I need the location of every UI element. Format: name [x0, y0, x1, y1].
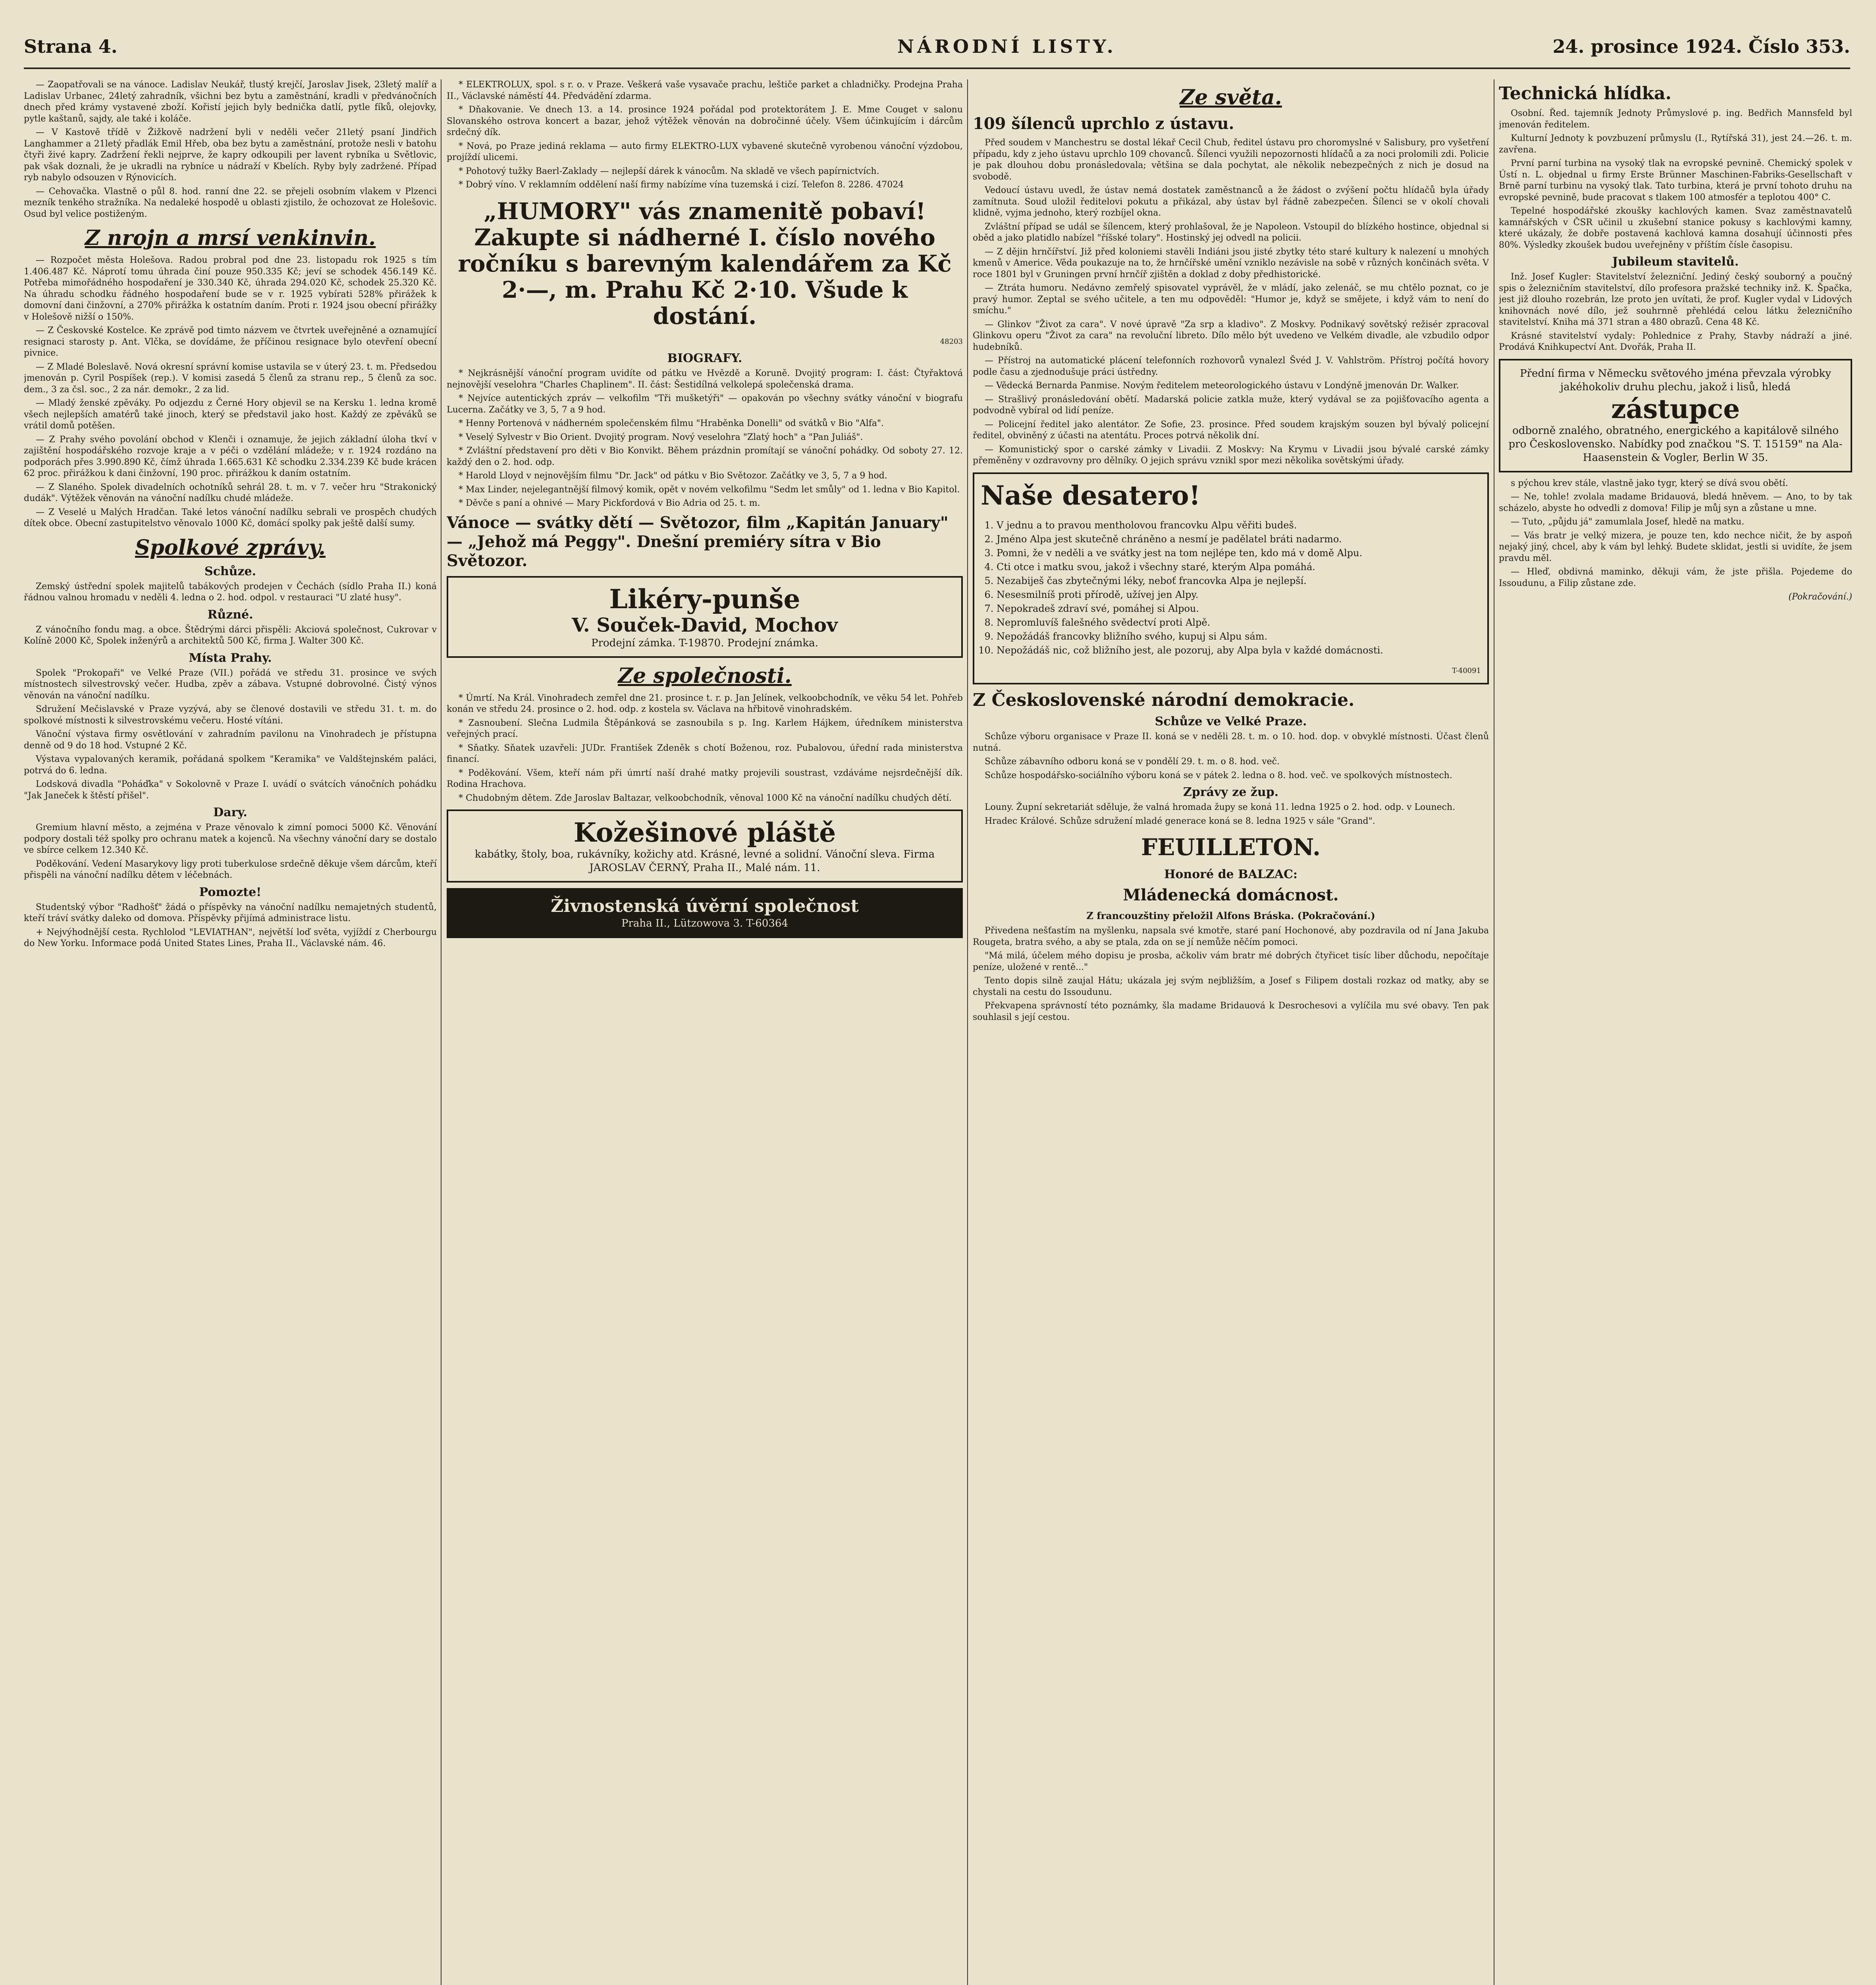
ad-list-item: 9. Nepožádáš francovky bližního svého, kupuj si Alpu sám.: [997, 630, 1481, 643]
ad-list: [981, 519, 1481, 657]
article: Vánoční výstava firmy osvětlování v zahradním pavilonu na Vinohradech je přístupna denně od 9 do 18 hod. Vstupné 2 Kč.: [24, 729, 437, 751]
article: * Harold Lloyd v nejnovějším filmu "Dr. Jack" od pátku v Bio Světozor. Začátky ve 3, 5, 7 a 9 hod.: [459, 471, 887, 481]
article: — Z dějin hrnčířství. Již před koloniemi stavěli Indiáni jsou jisté zbytky této staré kultury k nalezení u mnohých kmenů v Americe. Věda poukazuje na to, že hrnčířské umění vzniklo nezávisle na sobě v různých končinách světa. V roce 1801 byl v Gruningen první hrnčíř zjištěn a doklad z doby předhistorické.: [973, 247, 1489, 279]
translator: Z francouzštiny přeložil Alfons Bráska. (Pokračování.): [1086, 910, 1375, 921]
article: — Zaopatřovali se na vánoce. Ladislav Neukář, tlustý krejčí, Jaroslav Jisek, 23letý malíř a Ladislav Urbanec, 24letý zahradník, všichni bez bytu a zaměstnání, kradli v předvánočních dnech před krámy vystavené zboží. Kořistí jejich byly bednička datlí, pytle fíků, olejovky, pytle kaštanů, sajdy, ale také i koláče.: [24, 80, 437, 124]
article: — Tuto, „půjdu já" zamumlala Josef, hledě na matku.: [1511, 517, 1745, 527]
article: — Vás bratr je velký mizera, je pouze ten, kdo nechce ničit, že by aspoň nejaký jiný, chcel, aby k vám byl lehký. Budete sklidat, jestli si uvidíte, že jsem pravdu měl.: [1499, 530, 1852, 563]
section-heading: Z Československé národní demokracie.: [973, 690, 1355, 710]
article: Schůze hospodářsko-sociálního výboru koná se v pátek 2. ledna o 8. hod. več. ve spolkových místnostech.: [985, 770, 1452, 781]
ad-code: 48203: [940, 337, 963, 346]
article: Krásné stavitelství vydaly: Pohlednice z Prahy, Stavby nádraží a jiné. Prodává Knihkupectví Ant. Dvořák, Praha II.: [1499, 331, 1852, 352]
ad-title: Likéry-punše: [609, 583, 800, 615]
subheading: Jubileum stavitelů.: [1612, 255, 1739, 269]
subheading: Schůze.: [204, 564, 256, 578]
continuation-note: (Pokračování.): [1788, 592, 1852, 602]
article: — V Kastově třídě v Žižkově nadržení byli v neděli večer 21letý psaní Jindřich Langhammer a 21letý přadlák Emil Hřeb, oba bez bytu a zaměstnání, protože nesli v batohu čtyři živé kapry. Zadržení řekli nejprve, že kapry odkoupili per lavent rybníka u Světlovic, pak však doznali, že je ukradli na rybníce u nádraží v Kbelích. Ryby byly zadržené. Případ ryb nabylo odsouzen v Rýnovicích.: [24, 127, 437, 183]
subheading: Zprávy ze žup.: [1183, 785, 1279, 799]
likery-advertisement: [447, 576, 963, 658]
ad-code: T-40091: [1452, 666, 1481, 675]
article: — Policejní ředitel jako alentátor. Ze Sofie, 23. prosince. Před soudem krajským souzen byl bývalý policejní ředitel, obviněný z účasti na atentátu. Proces potrvá několik dní.: [973, 419, 1489, 441]
article: Hradec Králové. Schůze sdružení mladé generace koná se 8. ledna 1925 v sále "Grand".: [985, 816, 1375, 826]
article: * Poděkování. Všem, kteří nám při úmrtí naší drahé matky projevili soustrast, vzdáváme nejsrdečnější dík. Rodina Hrachova.: [447, 768, 963, 789]
article: * Nejkrásnější vánoční program uvidíte od pátku ve Hvězdě a Koruně. Dvojitý program: I. část: Čtyřaktová nejnovější veselohra "Charles Chaplinem". II. část: Šestidílná velkolepá společenská drama.: [447, 368, 963, 390]
article: Tento dopis silně zaujal Hátu; ukázala jej svým nejbližším, a Josef s Filipem dostali rozkaz od matky, aby se chystali na cestu do Issoudunu.: [973, 976, 1489, 997]
subheading: Místa Prahy.: [189, 651, 272, 665]
article: První parní turbina na vysoký tlak na evropské pevnině. Chemický spolek v Ústí n. L. objednal u firmy Erste Brünner Maschinen-Fabriks-Gesellschaft v Brně parní turbinu na vysoký tlak. Tato turbina, která je první tohoto druhu na evropské pevnině, bude pracovat s tlakem 100 atmosfér a teplotou 400° C.: [1499, 158, 1852, 202]
article-headline: 109 šílenců uprchlo z ústavu.: [973, 114, 1234, 133]
ad-text: Prodejní zámka. T-19870. Prodejní známka.: [591, 637, 818, 649]
article: Schůze zábavního odboru koná se v pondělí 29. t. m. o 8. hod. več.: [985, 757, 1280, 767]
article: Lodsková divadla "Poháďka" v Sokolovně v Praze I. uvádí o svátcích vánočních pohádku "Jak Janeček k štěstí přišel".: [24, 779, 437, 801]
article: — Z Veselé u Malých Hradčan. Také letos vánoční nadílku sebrali ve prospěch chudých dítek obce. Obecní zastupitelstvo věnovalo 1000 Kč, domácí spolky pak ještě další sumy.: [24, 507, 437, 528]
article: — Mladý ženské zpěváky. Po odjezdu z Černé Hory objevil se na Kersku 1. ledna kromě všech nejlepších amatérů také jinoch, který se představil jako host. Každý ze zpěváků se vrátil domů potěšen.: [24, 398, 437, 431]
article: Schůze výboru organisace v Praze II. koná se v neděli 28. t. m. o 10. hod. dop. v obvyklé místnosti. Účast členů nutná.: [973, 732, 1489, 753]
masthead-rule: [24, 67, 1850, 69]
ad-list-item: 6. Nesesmilníš proti přírodě, užívej jen Alpy.: [997, 589, 1481, 601]
furs-advertisement: [447, 809, 963, 883]
section-heading: BIOGRAFY.: [667, 351, 742, 365]
ad-text: Přední firma v Německu světového jména převzala výrobky jakéhokoliv druhu plechu, jakož i lisů, hledá: [1520, 367, 1831, 393]
article: Tepelné hospodářské zkoušky kachlových kamen. Svaz zaměstnavatelů kamnářských v ČSR učinil u zkušební stanice pokusy s kachlovými kamny, které ukázaly, že dobře postavená kachlová kamna dosahují účinnosti přes 80%. Výsledky zkoušek budou uveřejněny v příštím čísle časopisu.: [1499, 206, 1852, 250]
article: * Nová, po Praze jediná reklama — auto firmy ELEKTRO-LUX vybavené skutečně vyrobenou vánoční výzdobou, projíždí ulicemi.: [447, 141, 963, 162]
feuilleton-heading: FEUILLETON.: [1141, 834, 1321, 861]
article: Gremium hlavní město, a zejména v Praze věnovalo k zimní pomoci 5000 Kč. Věnování podpory dostali též spolky pro ochranu matek a kojenců. Na všechny vánoční dary se dostalo ve sbírce celkem 12.340 Kč.: [24, 823, 437, 855]
masthead: [24, 36, 1850, 64]
ad-list-item: 1. V jednu a to pravou mentholovou francovku Alpu věřiti budeš.: [997, 519, 1481, 532]
article: Studentský výbor "Radhošť" žádá o příspěvky na vánoční nadílku nemajetných studentů, kteří tráví svátky daleko od domova. Příspěvky přijímá administrace listu.: [24, 902, 437, 923]
author: Honoré de BALZAC:: [1164, 867, 1298, 881]
article: * Pohotový tužky Baerl-Zaklady — nejlepší dárek k vánocům. Na skladě ve všech papírnictvích.: [459, 166, 879, 176]
subheading: Schůze ve Velké Praze.: [1155, 715, 1307, 728]
ad-text: odborně znalého, obratného, energického a kapitálově silného pro Československo. Nabídky pod značkou "S. T. 15159" na Ala-Haasenstein & Vogler, Berlin W 35.: [1508, 424, 1843, 464]
column-4: [1499, 79, 1852, 1985]
column-1: [24, 79, 437, 1985]
section-heading: Ze společnosti.: [618, 663, 792, 688]
article: Výstava vypalovaných keramik, pořádaná spolkem "Keramika" ve Valdštejnském paláci, potrvá do 6. ledna.: [24, 754, 437, 776]
article: Přivedena nešťastím na myšlenku, napsala své kmotře, staré paní Hochonové, aby pozdravila od ní Jana Jakuba Rougeta, bratra svého, a aby se ptala, zda on se jí nemůže něčím pomoci.: [973, 926, 1489, 947]
section-heading: Ze světa.: [1180, 85, 1282, 110]
article: — Z Prahy svého povolání obchod v Klenči i oznamuje, že jejich základní úloha tkví v zajištění hospodářského rozvoje kraje a v péči o vzdělání mládeže; v r. 1924 rozdáno na podporách přes 3.990.890 Kč, čímž úhrada 1.665.631 Kč schodku 2.334.239 Kč bude krácen 62 proc. přirážkou k dani činžovní, 190 proc. přirážkou k daním ostatním.: [24, 434, 437, 478]
article: + Nejvýhodnější cesta. Rychlolod "LEVIATHAN", největší loď světa, vyjíždí z Cherbourgu do New Yorku. Informace podá United States Lines, Praha II., Václavské nám. 46.: [24, 927, 437, 948]
article: Z vánočního fondu mag. a obce. Štědrými dárci přispěli: Akciová společnost, Cukrovar v Kolíně 2000 Kč, Spolek inženýrů a architektů 500 Kč, firma J. Walter 300 Kč.: [24, 624, 437, 646]
feuilleton-title: Mládenecká domácnost.: [1123, 886, 1339, 904]
article: — Vědecká Bernarda Panmise. Novým ředitelem meteorologického ústavu v Londýně jmenován Dr. Walker.: [985, 381, 1459, 391]
article: s pýchou krev stále, vlastně jako tygr, který se dívá svou obětí.: [1511, 478, 1788, 488]
article: — Z Českovské Kostelce. Ke zprávě pod timto názvem ve čtvrtek uveřejněné a oznamující resignaci starosty p. Ant. Vlčka, se dovídáme, že příčinou resignace bylo otevření obecní pivnice.: [24, 326, 437, 358]
article: * Dobrý víno. V reklamním oddělení naší firmy nabízíme vína tuzemská i cizí. Telefon 8. 2286. 47024: [459, 180, 904, 190]
article: * Henny Portenová v nádherném společenském filmu "Hraběnka Donelli" od svátků v Bio "Alfa".: [459, 418, 884, 428]
article: * Veselý Sylvestr v Bio Orient. Dvojitý program. Nový veselohra "Zlatý hoch" a "Pan Juliáš".: [459, 432, 863, 442]
article: Překvapena správností této poznámky, šla madame Bridauová k Desrochesovi a vylíčila mu své obavy. Ten pak souhlasil s její cestou.: [973, 1001, 1489, 1022]
article: * Nejvíce autentických zpráv — velkofilm "Tři mušketýři" — opakován po všechny svátky vánoční v biografu Lucerna. Začátky ve 3, 5, 7 a 9 hod.: [447, 393, 963, 415]
section-heading: Z nrojn a mrsí venkinvin.: [85, 226, 376, 250]
column-divider: [441, 79, 442, 1985]
bank-advertisement: [447, 888, 963, 938]
humory-advertisement: „HUMORY" vás znamenitě pobaví! Zakupte si nádherné I. číslo nového ročníku s barevným kalendářem za Kč 2·—, m. Prahu Kč 2·10. Všude k dostání.: [458, 197, 952, 330]
ad-title: Naše desatero!: [981, 480, 1201, 511]
article: Sdružení Mečislavské v Praze vyzývá, aby se členové dostavili ve středu 31. t. m. do spolkové místnosti k silvestrovskému večeru. Hosté vítáni.: [24, 704, 437, 726]
column-3: [973, 79, 1489, 1985]
article: — Komunistický spor o carské zámky v Livadii. Z Moskvy: Na Krymu v Livadii jsou bývalé carské zámky přeměněny v ozdravovny pro dělníky. O jejich správu vznikl spor mezi několika sovětskými úřady.: [973, 444, 1489, 466]
article: Zvláštní případ se udál se šílencem, který prohlašoval, že je Napoleon. Vstoupil do blízkého hostince, objednal si oběd a jako platidlo nabízel "říšské tolary". Hostinský jej odvedl na policii.: [973, 222, 1489, 243]
newspaper-title: NÁRODNÍ LISTY.: [897, 36, 1116, 57]
section-heading: Technická hlídka.: [1499, 83, 1672, 104]
svetozor-advertisement: Vánoce — svátky dětí — Světozor, film „Kapitán January" — „Jehož má Peggy". Dnešní premiéry sítra v Bio Světozor.: [447, 513, 949, 570]
article: — Cehovačka. Vlastně o půl 8. hod. ranní dne 22. se přejeli osobním vlakem v Plzenci mezník tenkého stražníka. Na nedaleké hospodě u oblasti zjistilo, že ochozovat ze Holešovic. Osud byl velice postiženým.: [24, 186, 437, 219]
article: Louny. Župní sekretariát sděluje, že valná hromada župy se koná 11. ledna 1925 o 2. hod. odp. v Lounech.: [985, 802, 1456, 812]
article: "Má milá, účelem mého dopisu je prosba, ačkoliv vám bratr mé dobrých čtyřicet tisíc liber důchodu, nepočítaje peníze, uložené v rentě...": [973, 951, 1489, 972]
article: — Rozpočet města Holešova. Radou probral pod dne 23. listopadu rok 1925 s tím 1.406.487 Kč. Náprotí tomu úhrada činí pouze 950.335 Kč; jeví se schodek 456.149 Kč. Potřeba mimořádného hospodaření je 330.340 Kč, úhrada 294.020 Kč, schodek 25.320 Kč. Na úhradu schodku řádného hospodaření bude se v r. 1925 vybírati 528% přirážek k domovní dani činžovní, a 270% přirážka k ostatním daním. Proti r. 1924 jsou obecní přirážky v Holešově nižší o 150%.: [24, 255, 437, 322]
subheading: Pomozte!: [199, 885, 262, 899]
ad-subtitle: V. Souček-David, Mochov: [572, 614, 838, 636]
subheading: Různé.: [207, 607, 253, 622]
article: — Hleď, obdivná maminko, děkuji vám, že jste přišla. Pojedeme do Issoudunu, a Filip zůstane zde.: [1499, 567, 1852, 588]
article: Vedoucí ústavu uvedl, že ústav nemá dostatek zaměstnanců a že žádost o zvýšení počtu hlídačů byla úřady zamítnuta. Soud uložil ředitelovi pokutu a přikázal, aby ústav byl řádně zabezpečen. Šílenci se v okolí chovali klidně, vyjma jednoho, který rozbíjel okna.: [973, 185, 1489, 218]
ad-list-item: 5. Nezabiješ čas zbytečnými léky, neboť francovka Alpa je nejlepší.: [997, 575, 1481, 587]
ad-list-item: 8. Nepromluvíš falešného svědectví proti Alpě.: [997, 617, 1481, 629]
desatero-advertisement: [973, 472, 1489, 685]
article: Osobní. Řed. tajemník Jednoty Průmyslové p. ing. Bedřich Mannsfeld byl jmenován ředitelem.: [1499, 108, 1852, 130]
subheading: Dary.: [213, 806, 247, 819]
ad-list-item: 4. Cti otce i matku svou, jakož i všechny staré, kterým Alpa pomáhá.: [997, 561, 1481, 573]
ad-list-item: 2. Jméno Alpa jest skutečně chráněno a nesmí je padělatel bráti nadarmo.: [997, 533, 1481, 545]
ad-text: Praha II., Lützowova 3. T-60364: [621, 917, 788, 929]
article: * Děvče s paní a ohnivé — Mary Pickfordová v Bio Adria od 25. t. m.: [459, 498, 760, 508]
article: Spolek "Prokopaři" ve Velké Praze (VII.) pořádá ve středu 31. prosince ve svých místnostech silvestrovský večer. Hudba, zpěv a zábava. Vstupné dobrovolné. Čistý výnos věnován na vánoční nadílku.: [24, 668, 437, 701]
issue-date: 24. prosince 1924. Číslo 353.: [1552, 36, 1850, 57]
article: — Strašlivý pronásledování obětí. Madarská policie zatkla muže, který vydával se za pojišťovacího agenta a podvodně vybíral od lidí peníze.: [973, 394, 1489, 416]
article: * Zasnoubení. Slečna Ludmila Štěpánková se zasnoubila s p. Ing. Karlem Hájkem, úředníkem ministerstva veřejných prací.: [447, 718, 963, 739]
ad-list-item: 7. Nepokradeš zdraví své, pomáhej si Alpou.: [997, 603, 1481, 615]
article: Inž. Josef Kugler: Stavitelství železniční. Jediný český souborný a poučný spis o železničním stavitelství, dílo profesora pražské techniky inž. K. Špačka, jest již dlouho rozebrán, lze proto jen uvítati, že prof. Kugler vydal v Lidových knihovnách nové dílo, jež souhrnně přehlédá celou látku železničního stavitelství. Kniha má 371 stran a 480 obrazů. Cena 48 Kč.: [1499, 272, 1852, 327]
article: * Dňakovanie. Ve dnech 13. a 14. prosince 1924 pořádal pod protektorátem J. E. Mme Couget v salonu Slovanského ostrova koncert a bazar, jehož výtěžek věnován na dobročinné účely. Všem účinkujícím i dárcům srdečný dík.: [447, 105, 963, 137]
ad-title: Živnostenská úvěrní společnost: [551, 896, 859, 916]
article: Před soudem v Manchestru se dostal lékař Cecil Chub, ředitel ústavu pro choromyslné v Salisbury, pro vyšetření případu, kdy z jeho ústavu uprchlo 109 chovanců. Šílenci využili nepozornosti hlídačů a za noci prolomili zdi. Policie je pak dlouhou dobu pronásledovala; většina se dala pochytat, ale několik nebezpečných z nich je dosud na svobodě.: [973, 138, 1489, 182]
article: * Zvláštní představení pro děti v Bio Konvikt. Během prázdnin promítají se vánoční pohádky. Od soboty 27. 12. každý den o 2. hod. odp.: [447, 446, 963, 467]
article: — Z Slaného. Spolek divadelních ochotníků sehrál 28. t. m. v 7. večer hru "Strakonický dudák". Výtěžek věnován na vánoční nadílku chudé mládeže.: [24, 482, 437, 503]
column-2: [447, 79, 963, 1985]
article: Kulturní Jednoty k povzbuzení průmyslu (I., Rytířská 31), jest 24.—26. t. m. zavřena.: [1499, 133, 1852, 155]
ad-list-item: 3. Pomni, že v neděli a ve svátky jest na tom nejlépe ten, kdo má v domě Alpu.: [997, 547, 1481, 559]
article: — Přístroj na automatické plácení telefonních rozhovorů vynalezl Švéd J. V. Vahlström. Přístroj počítá hovory podle času a zjednodušuje práci ústředny.: [973, 356, 1489, 377]
article: * Max Linder, nejelegantnější filmový komik, opět v novém velkofilmu "Sedm let smůly" od 1. ledna v Bio Kapitol.: [459, 484, 960, 495]
ad-text: kabátky, štoly, boa, rukávníky, kožichy atd. Krásné, levné a solidní. Vánoční sleva. Firma JAROSLAV ČERNÝ, Praha II., Malé nám. 11.: [474, 848, 935, 874]
article: — Ne, tohle! zvolala madame Bridauová, bledá hněvem. — Ano, to by tak scházelo, abyste ho odvedli z domova! Filip je můj syn a zůstane u mne.: [1499, 492, 1852, 513]
article: — Ztráta humoru. Nedávno zemřelý spisovatel vyprávěl, že v mládí, jako zelenáč, se mu chtělo poznat, co je pravý humor. Zeptal se svého učitele, a ten mu odpověděl: "Humor je, když se smějete, i když vám to není do smíchu.": [973, 283, 1489, 316]
page-number: Strana 4.: [24, 36, 118, 57]
article: Zemský ústřední spolek majitelů tabákových prodejen v Čechách (sídlo Praha II.) koná řádnou valnou hromadu v neděli 4. ledna o 2. hod. odpol. v restauraci "U zlaté husy".: [24, 581, 437, 603]
article: * Sňatky. Sňatek uzavřeli: JUDr. František Zdeněk s chotí Boženou, roz. Pubalovou, úřední rada ministerstva financí.: [447, 743, 963, 764]
article: * Chudobným dětem. Zde Jaroslav Baltazar, velkoobchodník, věnoval 1000 Kč na vánoční nadílku chudých dětí.: [459, 793, 952, 803]
ad-list-item: 10. Nepožádáš nic, což bližního jest, ale pozoruj, aby Alpa byla v každé domácnosti.: [997, 644, 1481, 657]
zastupce-advertisement: [1499, 359, 1852, 472]
article: — Glinkov "Život za cara". V nové úpravě "Za srp a kladivo". Z Moskvy. Podnikavý sovětský režisér zpracoval Glinkovu operu "Život za cara" na revoluční libreto. Dílo mělo být uvedeno ve Velkém divadle, ale vzbudilo odpor hudebníků.: [973, 319, 1489, 352]
article: Poděkování. Vedení Masarykovy ligy proti tuberkulose srdečně děkuje všem dárcům, kteří přispěli na vánoční nadílku dětem v léčebnách.: [24, 859, 437, 880]
column-divider: [967, 79, 968, 1985]
article: — Z Mladé Boleslavě. Nová okresní správní komise ustavila se v úterý 23. t. m. Předsedou jmenován p. Cyril Pospíšek (rep.). V komisi zasedá 5 členů za stranu rep., 5 členů za soc. dem., 3 za čsl. soc., 2 za nár. demokr., 2 za lid.: [24, 362, 437, 395]
ad-title: Kožešinové pláště: [573, 817, 836, 848]
article: * ELEKTROLUX, spol. s r. o. v Praze. Veškerá vaše vysavače prachu, leštiče parket a chladničky. Prodejna Praha II., Václavské náměstí 44. Předvádění zdarma.: [447, 80, 963, 101]
ad-title: zástupce: [1611, 393, 1740, 424]
section-heading: Spolkové zprávy.: [135, 535, 326, 560]
article: * Úmrtí. Na Král. Vinohradech zemřel dne 21. prosince t. r. p. Jan Jelínek, velkoobchodník, ve věku 54 let. Pohřeb konán ve středu 24. prosince o 2. hod. odp. z kostela sv. Václava na hřbitově vinohradském.: [447, 693, 963, 714]
